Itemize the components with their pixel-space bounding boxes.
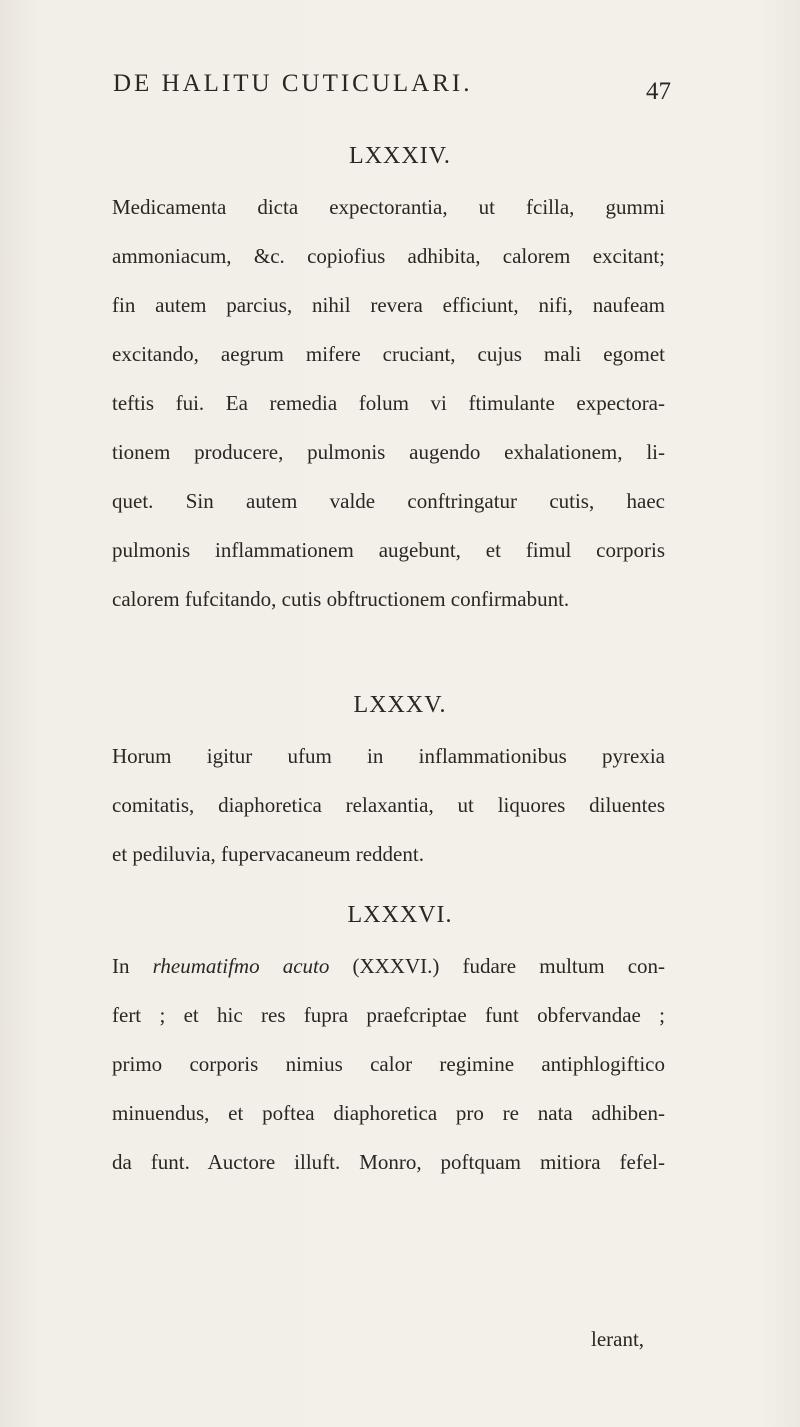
text-line: comitatis, diaphoretica relaxantia, ut liquores diluentes <box>112 793 665 817</box>
text-line: et pediluvia, fupervacaneum reddent. <box>112 842 424 866</box>
text-line <box>112 942 665 991</box>
italic-term: rheumatifmo acuto <box>152 954 330 978</box>
text-fragment: (XXXVI.) fudare multum con- <box>352 954 666 978</box>
text-line: minuendus, et poftea diaphoretica pro re nata adhiben- <box>112 1101 665 1125</box>
section-heading-lxxxiv: LXXXIV. <box>349 143 451 169</box>
text-line: teftis fui. Ea remedia folum vi ftimulante expectora- <box>112 391 665 415</box>
page-number: 47 <box>646 78 671 105</box>
text-word: In <box>112 954 130 978</box>
text-line: Medicamenta dicta expectorantia, ut fcilla, gummi <box>112 195 665 219</box>
text-line: ammoniacum, &c. copiofius adhibita, calorem excitant; <box>112 244 665 268</box>
text-line: fin autem parcius, nihil revera efficiunt, nifi, naufeam <box>112 293 665 317</box>
text-line: quet. Sin autem valde conftringatur cutis, haec <box>112 489 665 513</box>
text-line: da funt. Auctore illuft. Monro, poftquam mitiora fefel- <box>112 1150 665 1174</box>
running-head <box>113 70 713 105</box>
text-line: Horum igitur ufum in inflammationibus pyrexia <box>112 744 665 768</box>
section-heading-lxxxv: LXXXV. <box>353 692 447 718</box>
section-heading-lxxxvi: LXXXVI. <box>347 902 453 928</box>
catchword: lerant, <box>591 1327 645 1351</box>
running-head-title: DE HALITU CUTICULARI. <box>113 70 473 97</box>
paragraph-lxxxvi <box>112 942 665 1187</box>
text-line: calorem fufcitando, cutis obftructionem confirmabunt. <box>112 587 570 611</box>
paragraph-lxxxiv <box>112 183 665 624</box>
text-line: excitando, aegrum mifere cruciant, cujus mali egomet <box>112 342 665 366</box>
text-line: primo corporis nimius calor regimine antiphlogiftico <box>112 1052 665 1076</box>
text-line: pulmonis inflammationem augebunt, et fimul corporis <box>112 538 665 562</box>
text-line: fert ; et hic res fupra praefcriptae funt obfervandae ; <box>112 1003 665 1027</box>
paragraph-lxxxv <box>112 732 665 879</box>
text-line: tionem producere, pulmonis augendo exhalationem, li- <box>112 440 665 464</box>
